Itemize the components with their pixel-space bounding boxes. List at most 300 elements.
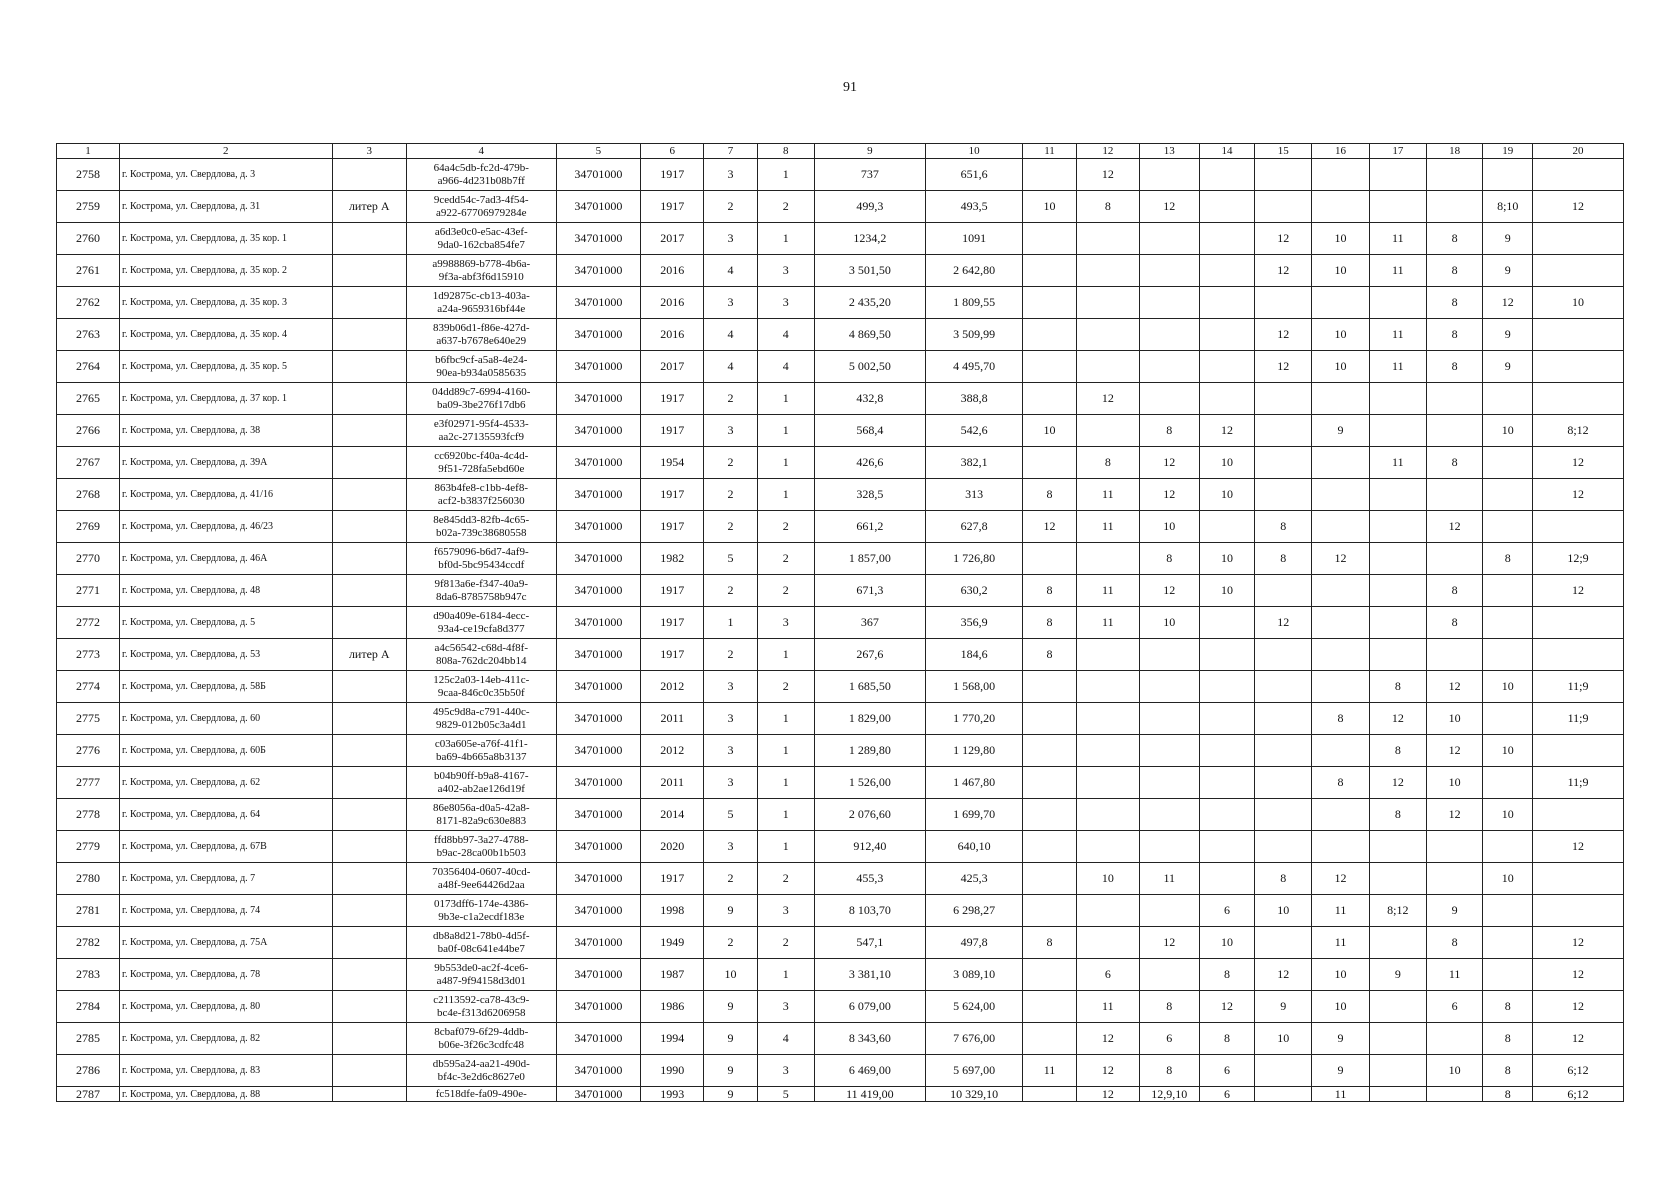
cell-oktmo: 34701000 <box>556 703 641 735</box>
cell-c18: 8 <box>1426 287 1483 319</box>
cell-c14 <box>1199 799 1255 831</box>
cell-c13: 8 <box>1139 543 1199 575</box>
table-row <box>57 831 1624 863</box>
cell-uid <box>406 383 556 415</box>
cell-c20: 10 <box>1533 287 1624 319</box>
cell-c18: 8 <box>1426 607 1483 639</box>
table-row <box>57 1023 1624 1055</box>
cell-floors: 4 <box>704 255 758 287</box>
cell-c11 <box>1023 255 1077 287</box>
cell-area-total: 432,8 <box>814 383 925 415</box>
cell-c13 <box>1139 287 1199 319</box>
cell-uid-line-1: e3f02971-95f4-4533- <box>433 417 529 430</box>
cell-floors: 10 <box>704 959 758 991</box>
cell-uid-line-2: bc4e-f313d6206958 <box>436 1006 526 1019</box>
cell-oktmo: 34701000 <box>556 159 641 191</box>
cell-year: 1986 <box>641 991 704 1023</box>
cell-c11: 10 <box>1023 191 1077 223</box>
cell-area-living: 5 697,00 <box>926 1055 1023 1087</box>
cell-c16: 8 <box>1312 767 1370 799</box>
cell-c14 <box>1199 671 1255 703</box>
cell-c13 <box>1139 799 1199 831</box>
cell-c13: 11 <box>1139 863 1199 895</box>
cell-c19 <box>1483 959 1533 991</box>
cell-address: г. Кострома, ул. Свердлова, д. 88 <box>119 1087 332 1102</box>
cell-oktmo: 34701000 <box>556 991 641 1023</box>
cell-area-total: 6 469,00 <box>814 1055 925 1087</box>
cell-c18 <box>1426 1023 1483 1055</box>
cell-c16 <box>1312 799 1370 831</box>
cell-entrances: 3 <box>757 991 814 1023</box>
cell-uid-line-1: 1d92875c-cb13-403a- <box>432 289 530 302</box>
cell-uid-line-2: 8da6-8785758b947c <box>436 590 527 603</box>
cell-floors: 3 <box>704 703 758 735</box>
cell-oktmo: 34701000 <box>556 895 641 927</box>
table-row <box>57 543 1624 575</box>
cell-floors: 3 <box>704 415 758 447</box>
cell-area-total: 499,3 <box>814 191 925 223</box>
cell-year: 2012 <box>641 671 704 703</box>
cell-area-living: 3 509,99 <box>926 319 1023 351</box>
cell-id: 2779 <box>57 831 120 863</box>
cell-uid-line-2: 90ea-b934a0585635 <box>436 366 527 379</box>
cell-c13 <box>1139 255 1199 287</box>
cell-liter <box>332 543 406 575</box>
cell-c12: 12 <box>1076 1055 1139 1087</box>
cell-area-total: 267,6 <box>814 639 925 671</box>
cell-oktmo: 34701000 <box>556 927 641 959</box>
cell-area-total: 4 869,50 <box>814 319 925 351</box>
cell-c13 <box>1139 735 1199 767</box>
cell-uid-line-2: a24a-9659316bf44e <box>437 302 526 315</box>
cell-c17 <box>1369 639 1426 671</box>
cell-c11 <box>1023 159 1077 191</box>
column-header-12: 12 <box>1076 144 1139 159</box>
cell-c18: 8 <box>1426 255 1483 287</box>
cell-c12: 12 <box>1076 159 1139 191</box>
cell-oktmo: 34701000 <box>556 607 641 639</box>
cell-c13: 12 <box>1139 575 1199 607</box>
cell-uid-line-1: a4c56542-c68d-4f8f- <box>434 641 528 654</box>
column-header-7: 7 <box>704 144 758 159</box>
cell-area-total: 661,2 <box>814 511 925 543</box>
cell-c12 <box>1076 799 1139 831</box>
cell-c20 <box>1533 799 1624 831</box>
cell-c15 <box>1255 1055 1312 1087</box>
cell-id: 2760 <box>57 223 120 255</box>
cell-uid-line-1: 863b4fe8-c1bb-4ef8- <box>434 481 528 494</box>
cell-address: г. Кострома, ул. Свердлова, д. 60Б <box>119 735 332 767</box>
cell-uid <box>406 927 556 959</box>
cell-uid <box>406 511 556 543</box>
cell-c19 <box>1483 703 1533 735</box>
cell-year: 2016 <box>641 255 704 287</box>
cell-c19 <box>1483 511 1533 543</box>
cell-c17 <box>1369 159 1426 191</box>
cell-uid-line-1: b6fbc9cf-a5a8-4e24- <box>435 353 528 366</box>
cell-c12 <box>1076 703 1139 735</box>
cell-c11: 12 <box>1023 511 1077 543</box>
cell-c11 <box>1023 831 1077 863</box>
cell-c17: 12 <box>1369 703 1426 735</box>
cell-floors: 9 <box>704 1087 758 1102</box>
cell-uid-line-1: c03a605e-a76f-41f1- <box>434 737 528 750</box>
cell-oktmo: 34701000 <box>556 1023 641 1055</box>
cell-area-total: 6 079,00 <box>814 991 925 1023</box>
cell-area-total: 11 419,00 <box>814 1087 925 1102</box>
cell-year: 1994 <box>641 1023 704 1055</box>
cell-c14: 8 <box>1199 1023 1255 1055</box>
table-row <box>57 223 1624 255</box>
cell-address: г. Кострома, ул. Свердлова, д. 48 <box>119 575 332 607</box>
cell-entrances: 1 <box>757 479 814 511</box>
cell-uid-line-1: a6d3e0c0-e5ac-43ef- <box>434 225 528 238</box>
cell-c20: 6;12 <box>1533 1055 1624 1087</box>
cell-uid-line-2: 9829-012b05c3a4d1 <box>436 718 527 731</box>
cell-c18: 8 <box>1426 319 1483 351</box>
cell-uid-line-2: 808a-762dc204bb14 <box>436 654 527 667</box>
cell-c16: 12 <box>1312 543 1370 575</box>
cell-c12 <box>1076 767 1139 799</box>
cell-c20 <box>1533 159 1624 191</box>
cell-id: 2773 <box>57 639 120 671</box>
cell-c15 <box>1255 735 1312 767</box>
cell-c11: 10 <box>1023 415 1077 447</box>
cell-address: г. Кострома, ул. Свердлова, д. 35 кор. 5 <box>119 351 332 383</box>
cell-c15 <box>1255 639 1312 671</box>
cell-c13: 10 <box>1139 511 1199 543</box>
column-header-10: 10 <box>926 144 1023 159</box>
cell-c18: 10 <box>1426 1055 1483 1087</box>
cell-entrances: 3 <box>757 255 814 287</box>
cell-c20: 12 <box>1533 479 1624 511</box>
cell-c17 <box>1369 1087 1426 1102</box>
cell-c13 <box>1139 223 1199 255</box>
cell-uid-line-2: a922-67706979284e <box>436 206 527 219</box>
cell-uid-line-2: ba09-3be276f17db6 <box>436 398 526 411</box>
table-row <box>57 351 1624 383</box>
cell-c16: 8 <box>1312 703 1370 735</box>
cell-floors: 1 <box>704 607 758 639</box>
cell-c19 <box>1483 639 1533 671</box>
cell-year: 2020 <box>641 831 704 863</box>
cell-c18 <box>1426 543 1483 575</box>
cell-area-total: 737 <box>814 159 925 191</box>
cell-uid <box>406 191 556 223</box>
cell-uid <box>406 895 556 927</box>
column-header-8: 8 <box>757 144 814 159</box>
table-row <box>57 447 1624 479</box>
cell-c14 <box>1199 223 1255 255</box>
cell-liter <box>332 479 406 511</box>
cell-entrances: 2 <box>757 191 814 223</box>
table-row <box>57 863 1624 895</box>
cell-address: г. Кострома, ул. Свердлова, д. 3 <box>119 159 332 191</box>
cell-c17 <box>1369 191 1426 223</box>
cell-c18 <box>1426 415 1483 447</box>
table-row <box>57 319 1624 351</box>
cell-c15 <box>1255 671 1312 703</box>
cell-c11: 11 <box>1023 1055 1077 1087</box>
cell-floors: 9 <box>704 1023 758 1055</box>
cell-address: г. Кострома, ул. Свердлова, д. 53 <box>119 639 332 671</box>
cell-floors: 2 <box>704 575 758 607</box>
cell-uid-line-1: 64a4c5db-fc2d-479b- <box>433 161 529 174</box>
cell-c18: 10 <box>1426 767 1483 799</box>
cell-id: 2762 <box>57 287 120 319</box>
cell-c12 <box>1076 671 1139 703</box>
cell-floors: 5 <box>704 799 758 831</box>
cell-c19: 8;10 <box>1483 191 1533 223</box>
cell-area-total: 8 103,70 <box>814 895 925 927</box>
cell-entrances: 3 <box>757 607 814 639</box>
cell-area-living: 356,9 <box>926 607 1023 639</box>
cell-oktmo: 34701000 <box>556 511 641 543</box>
cell-year: 1917 <box>641 511 704 543</box>
table-row <box>57 735 1624 767</box>
cell-c18 <box>1426 831 1483 863</box>
cell-c11 <box>1023 223 1077 255</box>
cell-area-living: 640,10 <box>926 831 1023 863</box>
cell-c20: 6;12 <box>1533 1087 1624 1102</box>
cell-c18 <box>1426 191 1483 223</box>
cell-c11 <box>1023 703 1077 735</box>
cell-c15: 12 <box>1255 319 1312 351</box>
cell-c16 <box>1312 671 1370 703</box>
cell-c13: 12 <box>1139 479 1199 511</box>
cell-c12: 6 <box>1076 959 1139 991</box>
cell-c14: 6 <box>1199 1087 1255 1102</box>
cell-c20: 12 <box>1533 991 1624 1023</box>
cell-c18: 8 <box>1426 351 1483 383</box>
cell-c11 <box>1023 671 1077 703</box>
cell-address: г. Кострома, ул. Свердлова, д. 80 <box>119 991 332 1023</box>
cell-c20: 12 <box>1533 1023 1624 1055</box>
cell-uid-line-2: a402-ab2ae126d19f <box>437 782 525 795</box>
cell-uid <box>406 703 556 735</box>
cell-c15: 8 <box>1255 511 1312 543</box>
cell-area-living: 1 809,55 <box>926 287 1023 319</box>
cell-uid <box>406 991 556 1023</box>
cell-year: 1917 <box>641 415 704 447</box>
cell-c17: 12 <box>1369 767 1426 799</box>
cell-area-living: 1 467,80 <box>926 767 1023 799</box>
cell-year: 2017 <box>641 223 704 255</box>
cell-c11: 8 <box>1023 575 1077 607</box>
cell-c15 <box>1255 415 1312 447</box>
cell-uid-line-1: 9f813a6e-f347-40a9- <box>434 577 528 590</box>
cell-year: 2011 <box>641 767 704 799</box>
cell-uid <box>406 319 556 351</box>
cell-floors: 3 <box>704 287 758 319</box>
cell-c16 <box>1312 383 1370 415</box>
cell-entrances: 4 <box>757 1023 814 1055</box>
cell-uid-line-1: cc6920bc-f40a-4c4d- <box>434 449 529 462</box>
cell-uid-line-1: ffd8bb97-3a27-4788- <box>434 833 529 846</box>
cell-oktmo: 34701000 <box>556 639 641 671</box>
column-header-16: 16 <box>1312 144 1370 159</box>
cell-area-living: 2 642,80 <box>926 255 1023 287</box>
housing-registry-table <box>56 143 1624 1102</box>
cell-uid <box>406 479 556 511</box>
cell-area-total: 8 343,60 <box>814 1023 925 1055</box>
cell-oktmo: 34701000 <box>556 287 641 319</box>
cell-id: 2787 <box>57 1087 120 1102</box>
cell-area-total: 328,5 <box>814 479 925 511</box>
cell-year: 2016 <box>641 319 704 351</box>
cell-c20: 11;9 <box>1533 671 1624 703</box>
cell-c16 <box>1312 607 1370 639</box>
column-header-9: 9 <box>814 144 925 159</box>
cell-c12: 12 <box>1076 1023 1139 1055</box>
cell-id: 2759 <box>57 191 120 223</box>
cell-c16 <box>1312 575 1370 607</box>
cell-c11 <box>1023 319 1077 351</box>
cell-uid-line-2: b9ac-28ca00b1b503 <box>436 846 526 859</box>
cell-c17 <box>1369 575 1426 607</box>
table-row <box>57 479 1624 511</box>
cell-floors: 3 <box>704 831 758 863</box>
cell-c20 <box>1533 511 1624 543</box>
cell-liter <box>332 799 406 831</box>
cell-c16: 10 <box>1312 319 1370 351</box>
cell-c14 <box>1199 319 1255 351</box>
cell-entrances: 3 <box>757 895 814 927</box>
cell-c18: 12 <box>1426 735 1483 767</box>
cell-c18: 12 <box>1426 511 1483 543</box>
cell-uid-line-2: 8171-82a9c630e883 <box>436 814 527 827</box>
cell-address: г. Кострома, ул. Свердлова, д. 5 <box>119 607 332 639</box>
cell-c18: 8 <box>1426 927 1483 959</box>
cell-entrances: 1 <box>757 767 814 799</box>
cell-id: 2776 <box>57 735 120 767</box>
cell-uid-line-1: db8a8d21-78b0-4d5f- <box>432 929 530 942</box>
column-header-5: 5 <box>556 144 641 159</box>
cell-id: 2772 <box>57 607 120 639</box>
cell-c18: 12 <box>1426 671 1483 703</box>
cell-c12 <box>1076 543 1139 575</box>
cell-area-total: 912,40 <box>814 831 925 863</box>
cell-entrances: 3 <box>757 1055 814 1087</box>
cell-c17 <box>1369 1023 1426 1055</box>
cell-uid-line-2: aa2c-27135593fcf9 <box>438 430 525 443</box>
cell-area-living: 630,2 <box>926 575 1023 607</box>
cell-oktmo: 34701000 <box>556 383 641 415</box>
cell-c13 <box>1139 895 1199 927</box>
cell-area-total: 1 857,00 <box>814 543 925 575</box>
cell-c20 <box>1533 319 1624 351</box>
cell-liter <box>332 223 406 255</box>
cell-c15 <box>1255 799 1312 831</box>
cell-area-living: 5 624,00 <box>926 991 1023 1023</box>
cell-uid <box>406 767 556 799</box>
cell-area-living: 1 568,00 <box>926 671 1023 703</box>
cell-uid-line-2: b02a-739c38680558 <box>436 526 527 539</box>
table-row <box>57 639 1624 671</box>
cell-c15 <box>1255 191 1312 223</box>
cell-address: г. Кострома, ул. Свердлова, д. 46А <box>119 543 332 575</box>
cell-c17: 11 <box>1369 223 1426 255</box>
cell-oktmo: 34701000 <box>556 767 641 799</box>
cell-c18 <box>1426 863 1483 895</box>
cell-floors: 2 <box>704 191 758 223</box>
cell-c12 <box>1076 351 1139 383</box>
cell-c15 <box>1255 1087 1312 1102</box>
cell-entrances: 1 <box>757 831 814 863</box>
cell-c19: 10 <box>1483 863 1533 895</box>
cell-c16 <box>1312 287 1370 319</box>
cell-uid-line-1: fc518dfe-fa09-490e- <box>435 1087 527 1100</box>
cell-c12 <box>1076 287 1139 319</box>
cell-c19: 12 <box>1483 287 1533 319</box>
cell-c20: 8;12 <box>1533 415 1624 447</box>
cell-id: 2781 <box>57 895 120 927</box>
cell-c17 <box>1369 543 1426 575</box>
cell-liter <box>332 415 406 447</box>
cell-oktmo: 34701000 <box>556 479 641 511</box>
column-header-19: 19 <box>1483 144 1533 159</box>
cell-uid-line-1: 9b553de0-ac2f-4ce6- <box>434 961 529 974</box>
cell-liter <box>332 287 406 319</box>
cell-c14: 10 <box>1199 543 1255 575</box>
cell-uid-line-2: acf2-b3837f256030 <box>437 494 525 507</box>
cell-uid <box>406 223 556 255</box>
cell-c16: 10 <box>1312 255 1370 287</box>
cell-year: 1917 <box>641 863 704 895</box>
cell-c19: 8 <box>1483 1055 1533 1087</box>
cell-entrances: 2 <box>757 511 814 543</box>
cell-uid-line-2: a48f-9ee64426d2aa <box>437 878 525 891</box>
cell-c12: 11 <box>1076 607 1139 639</box>
cell-area-total: 3 381,10 <box>814 959 925 991</box>
cell-c19: 10 <box>1483 671 1533 703</box>
cell-area-living: 542,6 <box>926 415 1023 447</box>
cell-id: 2764 <box>57 351 120 383</box>
cell-floors: 2 <box>704 511 758 543</box>
cell-c13 <box>1139 703 1199 735</box>
cell-uid <box>406 287 556 319</box>
cell-area-living: 627,8 <box>926 511 1023 543</box>
cell-c11 <box>1023 959 1077 991</box>
cell-c17 <box>1369 511 1426 543</box>
cell-address: г. Кострома, ул. Свердлова, д. 78 <box>119 959 332 991</box>
cell-floors: 4 <box>704 319 758 351</box>
cell-c17: 8 <box>1369 799 1426 831</box>
cell-area-total: 568,4 <box>814 415 925 447</box>
cell-uid-line-1: 125c2a03-14eb-411c- <box>433 673 530 686</box>
cell-year: 1917 <box>641 607 704 639</box>
cell-area-living: 388,8 <box>926 383 1023 415</box>
cell-uid-line-1: d90a409e-6184-4ecc- <box>433 609 530 622</box>
cell-oktmo: 34701000 <box>556 735 641 767</box>
cell-liter <box>332 927 406 959</box>
cell-c15: 12 <box>1255 607 1312 639</box>
cell-c16: 11 <box>1312 1087 1370 1102</box>
cell-c20 <box>1533 639 1624 671</box>
cell-entrances: 2 <box>757 927 814 959</box>
cell-oktmo: 34701000 <box>556 1055 641 1087</box>
cell-c13 <box>1139 767 1199 799</box>
cell-c17: 11 <box>1369 319 1426 351</box>
cell-liter <box>332 351 406 383</box>
cell-c18 <box>1426 159 1483 191</box>
cell-uid-line-1: 0173dff6-174e-4386- <box>434 897 529 910</box>
cell-c15: 8 <box>1255 863 1312 895</box>
cell-floors: 2 <box>704 479 758 511</box>
cell-c11 <box>1023 383 1077 415</box>
cell-liter <box>332 831 406 863</box>
cell-floors: 4 <box>704 351 758 383</box>
